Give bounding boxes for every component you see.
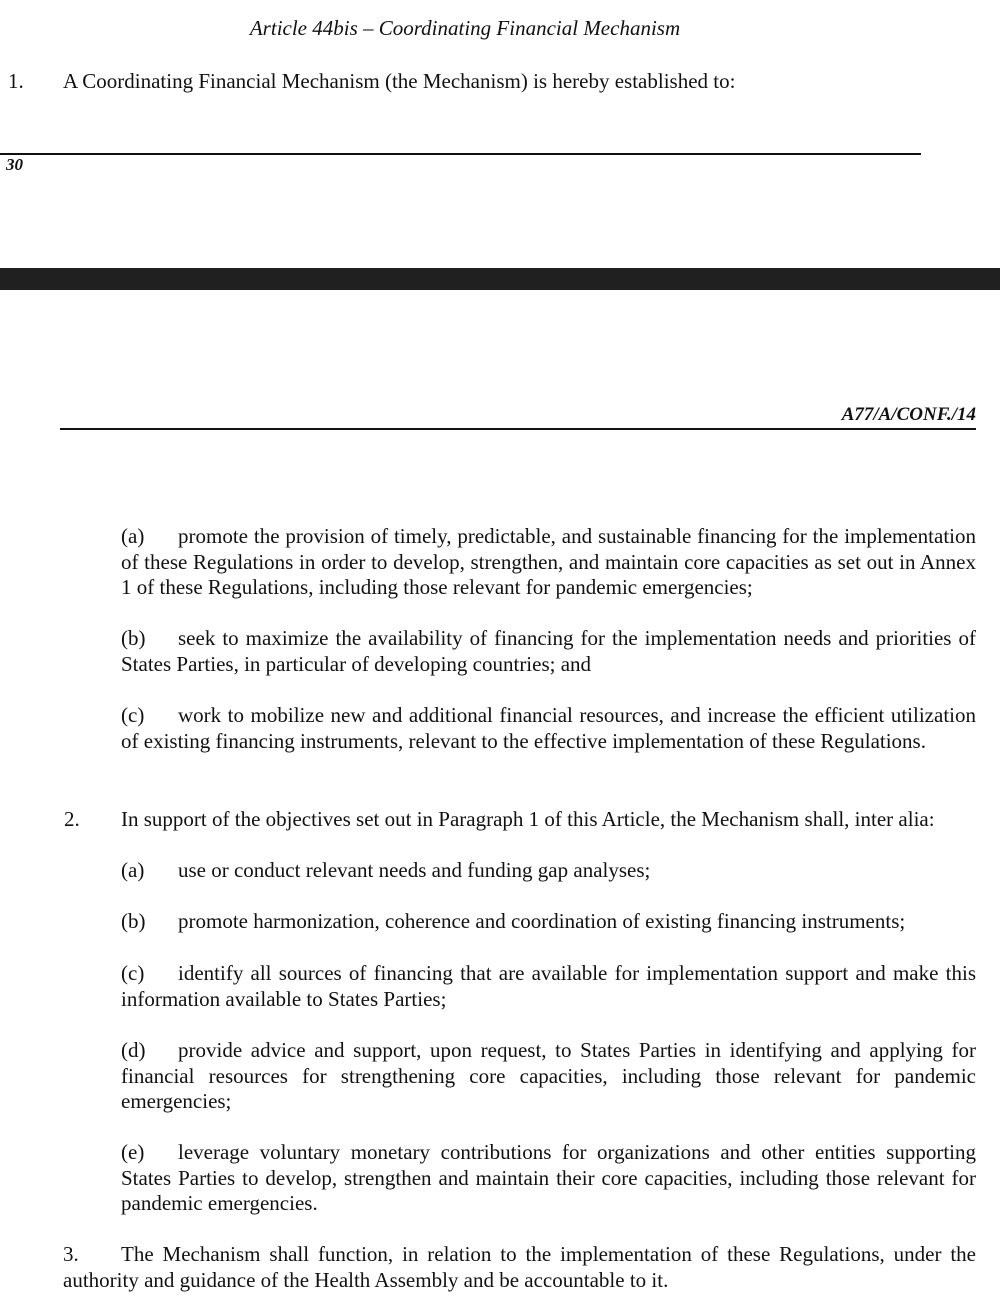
list-item-2a bbox=[121, 858, 976, 884]
item-label: (c) bbox=[121, 703, 145, 727]
header-divider bbox=[60, 428, 976, 430]
list-item-2b bbox=[121, 909, 976, 935]
item-text: seek to maximize the availability of financing for the implementation needs and priorities of States Parties, in particular of developing countries; and bbox=[121, 626, 976, 676]
article-title: Article 44bis – Coordinating Financial Mechanism bbox=[249, 16, 681, 40]
item-text: promote the provision of timely, predictable, and sustainable financing for the implementation of these Regulations in order to develop, strengthen, and maintain core capacities as set out in Annex 1 of these Regulations, including those relevant for pandemic emergencies; bbox=[121, 524, 976, 599]
item-label: (b) bbox=[121, 626, 146, 650]
paragraph-3-text: The Mechanism shall function, in relation to the implementation of these Regulations, under the authority and guidance of the Health Assembly and be accountable to it. bbox=[63, 1242, 976, 1292]
item-text: use or conduct relevant needs and funding gap analyses; bbox=[178, 858, 651, 882]
page-break-band bbox=[0, 268, 1000, 290]
list-item-1b bbox=[121, 626, 976, 677]
list-item-2c bbox=[121, 961, 976, 1012]
paragraph-1-number: 1. bbox=[8, 69, 24, 93]
list-item-2d bbox=[121, 1038, 976, 1115]
item-label: (b) bbox=[121, 909, 146, 933]
item-label: (e) bbox=[121, 1140, 145, 1164]
page-number: 30 bbox=[6, 155, 23, 174]
paragraph-2-number: 2. bbox=[64, 807, 80, 831]
item-text: leverage voluntary monetary contributions for organizations and other entities supporting States Parties to develop, strengthen and maintain their core capacities, including those relevant for pandemic emergencies. bbox=[121, 1140, 976, 1215]
paragraph-2-text: In support of the objectives set out in Paragraph 1 of this Article, the Mechanism shall, inter alia: bbox=[121, 807, 935, 831]
item-text: work to mobilize new and additional financial resources, and increase the efficient utilization of existing financing instruments, relevant to the effective implementation of these Regulations. bbox=[121, 703, 976, 753]
document-code: A77/A/CONF./14 bbox=[841, 404, 976, 425]
item-label: (d) bbox=[121, 1038, 146, 1062]
item-text: promote harmonization, coherence and coordination of existing financing instruments; bbox=[178, 909, 906, 933]
list-item-1c bbox=[121, 703, 976, 754]
item-label: (c) bbox=[121, 961, 145, 985]
item-text: identify all sources of financing that are available for implementation support and make this information available to States Parties; bbox=[121, 961, 976, 1011]
item-text: provide advice and support, upon request, to States Parties in identifying and applying for financial resources for strengthening core capacities, including those relevant for pandemic emergencies; bbox=[121, 1038, 976, 1113]
list-item-2e bbox=[121, 1140, 976, 1217]
footnote-divider bbox=[0, 153, 921, 155]
list-item-1a bbox=[121, 524, 976, 601]
item-label: (a) bbox=[121, 858, 145, 882]
paragraph-3 bbox=[63, 1242, 976, 1293]
paragraph-1-text: A Coordinating Financial Mechanism (the Mechanism) is hereby established to: bbox=[63, 69, 736, 93]
item-label: (a) bbox=[121, 524, 145, 548]
paragraph-3-number: 3. bbox=[63, 1242, 79, 1266]
